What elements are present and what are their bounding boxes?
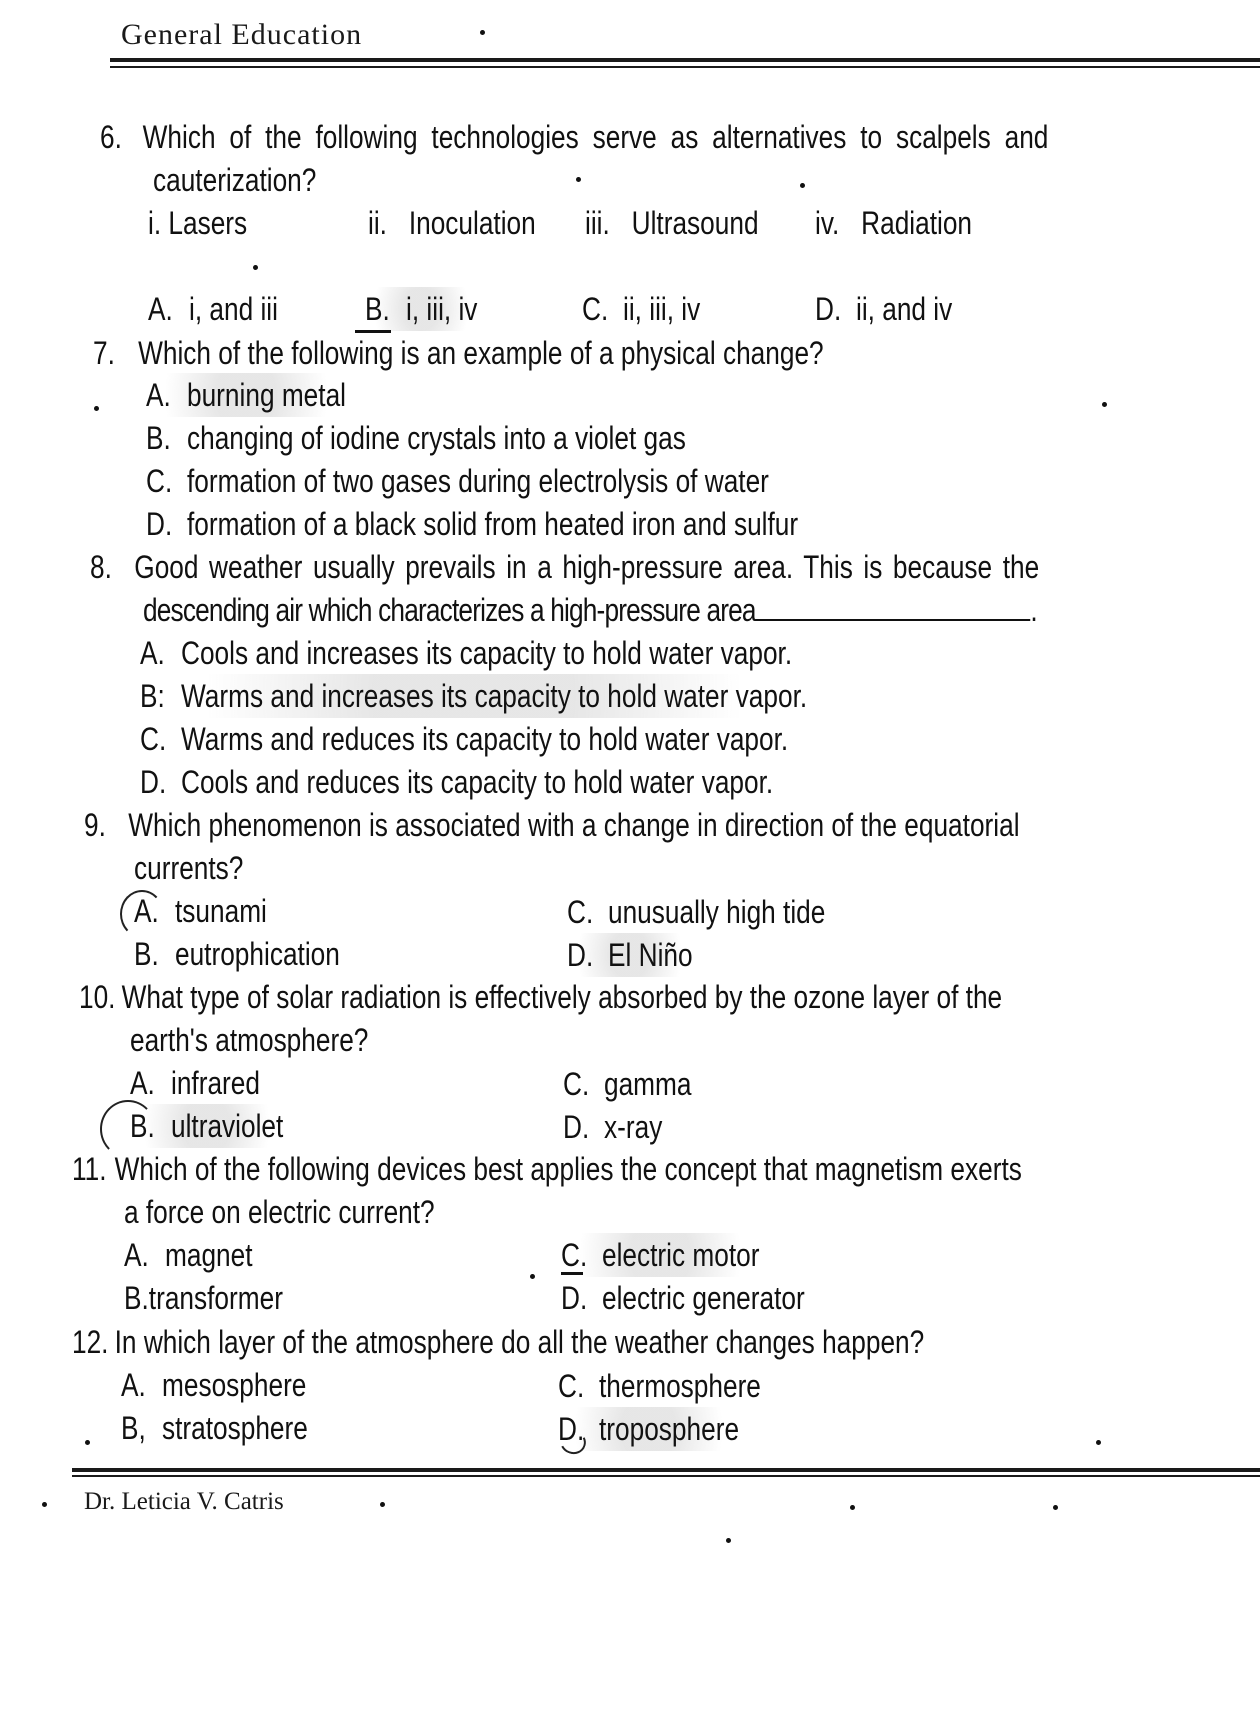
question-number: 12.	[72, 1324, 109, 1360]
scan-speck	[1102, 402, 1107, 407]
scan-speck	[850, 1505, 855, 1510]
option-d[interactable]: D. x-ray	[563, 1109, 663, 1145]
question-9-line-1	[84, 803, 1020, 847]
question-number: 9.	[84, 807, 106, 843]
footer-rule-secondary	[72, 1475, 1260, 1477]
question-10-line-2: earth's atmosphere?	[130, 1022, 369, 1058]
option-b[interactable]: B. ultraviolet	[130, 1104, 283, 1148]
option-a[interactable]: A. magnet	[124, 1237, 253, 1273]
option-d[interactable]: D. electric generator	[561, 1280, 805, 1316]
page-header-title: General Education	[121, 18, 363, 51]
scan-speck	[576, 177, 581, 182]
option-b[interactable]: B, stratosphere	[121, 1410, 308, 1446]
scan-speck	[800, 183, 805, 188]
roman-item: i. Lasers	[148, 205, 248, 241]
scan-speck	[380, 1502, 385, 1507]
question-number: 11.	[72, 1151, 107, 1187]
header-rule-secondary	[110, 66, 1260, 68]
option-c[interactable]: C. Warms and reduces its capacity to hold water vapor.	[140, 721, 789, 757]
option-c[interactable]: C. formation of two gases during electrolysis of water	[146, 463, 769, 499]
option-c[interactable]: C. ii, iii, iv	[582, 291, 701, 327]
option-a[interactable]: A. infrared	[130, 1065, 260, 1101]
question-text: What type of solar radiation is effectively absorbed by the ozone layer of the	[121, 979, 1003, 1015]
question-text: Which of the following technologies serve as alternatives to scalpels and	[142, 119, 1049, 155]
option-b[interactable]: B: Warms and increases its capacity to hold water vapor.	[140, 674, 807, 718]
option-d[interactable]: D. ii, and iv	[815, 291, 953, 327]
question-7-line-1	[93, 331, 824, 375]
footer-author: Dr. Leticia V. Catris	[84, 1488, 284, 1515]
option-d[interactable]: D. El Niño	[567, 933, 693, 977]
footer-rule	[72, 1468, 1260, 1472]
option-b[interactable]: B. changing of iodine crystals into a violet gas	[146, 420, 686, 456]
option-c[interactable]: C. unusually high tide	[567, 894, 826, 930]
question-11-line-2: a force on electric current?	[124, 1194, 435, 1230]
answer-blank	[756, 591, 1031, 621]
question-6-line-1	[100, 115, 1137, 159]
scan-speck	[480, 30, 485, 35]
scan-speck	[530, 1274, 535, 1279]
question-text: Good weather usually prevails in a high-pressure area. This is because the	[134, 549, 1040, 585]
option-c[interactable]: C. thermosphere	[558, 1368, 761, 1404]
option-b[interactable]: B.transformer	[124, 1280, 283, 1316]
question-text: Which of the following devices best applies the concept that magnetism exerts	[114, 1151, 1022, 1187]
option-a[interactable]: A. Cools and increases its capacity to hold water vapor.	[140, 635, 793, 671]
option-d[interactable]: D. troposphere	[558, 1407, 739, 1451]
roman-item: ii. Inoculation	[368, 205, 536, 241]
option-b[interactable]: B. eutrophication	[134, 936, 340, 972]
question-6-line-2: cauterization?	[153, 162, 317, 198]
roman-item: iv. Radiation	[815, 205, 973, 241]
option-a[interactable]: A. mesosphere	[121, 1367, 307, 1403]
question-12-line-1	[72, 1320, 924, 1364]
option-a[interactable]: A. burning metal	[146, 373, 346, 417]
question-number: 10.	[79, 979, 116, 1015]
scan-speck	[1096, 1440, 1101, 1445]
question-8-line-2: descending air which characterizes a high-pressure area .	[143, 592, 1037, 628]
scan-speck	[1053, 1505, 1058, 1510]
question-10-line-1	[79, 975, 1002, 1019]
question-number: 6.	[100, 119, 122, 155]
question-11-line-1	[72, 1147, 1022, 1191]
question-text: In which layer of the atmosphere do all the weather changes happen?	[114, 1324, 925, 1360]
option-b[interactable]: B. i, iii, iv	[365, 287, 477, 331]
roman-item: iii. Ultrasound	[585, 205, 759, 241]
header-rule	[110, 58, 1260, 62]
scan-speck	[726, 1538, 731, 1543]
option-a[interactable]: A. i, and iii	[148, 291, 278, 327]
option-c[interactable]: C. gamma	[563, 1066, 692, 1102]
answer-underline-mark	[561, 1272, 583, 1275]
question-number: 8.	[90, 549, 112, 585]
option-d[interactable]: D. Cools and reduces its capacity to hold water vapor.	[140, 764, 774, 800]
scan-speck	[85, 1440, 90, 1445]
question-9-line-2: currents?	[134, 850, 244, 886]
question-text: Which of the following is an example of a physical change?	[138, 335, 824, 371]
scan-speck	[94, 406, 99, 411]
option-a[interactable]: A. tsunami	[134, 893, 267, 929]
question-8-line-1	[90, 545, 1039, 589]
option-d[interactable]: D. formation of a black solid from heated iron and sulfur	[146, 506, 799, 542]
answer-circle-mark	[120, 890, 164, 938]
scan-speck	[42, 1502, 47, 1507]
scan-speck	[253, 265, 258, 270]
question-text: Which phenomenon is associated with a change in direction of the equatorial	[128, 807, 1020, 843]
question-number: 7.	[93, 335, 115, 371]
option-c[interactable]: C. electric motor	[561, 1233, 759, 1277]
